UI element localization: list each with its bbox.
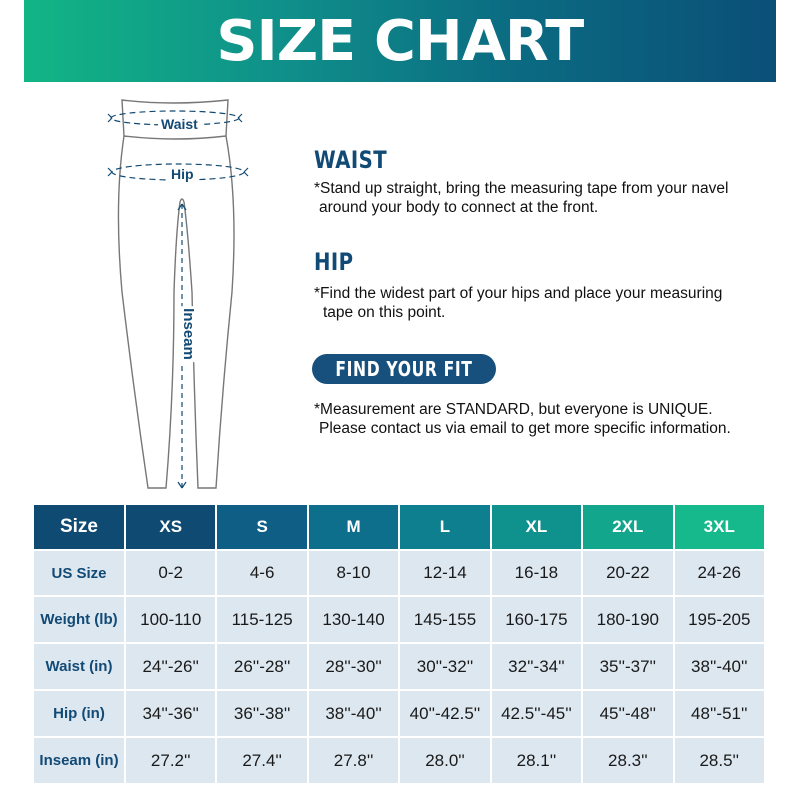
table-row-weight <box>34 597 764 642</box>
table-cell: 34''-36'' <box>126 691 215 736</box>
waist-measure-label: Waist <box>158 116 201 132</box>
hip-instructions <box>314 284 774 322</box>
table-row-us-size <box>34 551 764 595</box>
table-cell: 0-2 <box>126 551 215 595</box>
size-header-row <box>34 505 764 549</box>
table-cell: 28.3'' <box>583 738 672 783</box>
table-cell: 145-155 <box>400 597 489 642</box>
waist-instructions-line2: around your body to connect at the front. <box>319 199 599 216</box>
leggings-figure <box>100 92 270 492</box>
table-cell: 28.0'' <box>400 738 489 783</box>
row-label: Hip (in) <box>34 691 124 736</box>
hip-measure-label: Hip <box>168 166 197 182</box>
hip-heading: HIP <box>314 248 354 276</box>
leggings-outline <box>100 92 270 492</box>
table-row-waist <box>34 644 764 689</box>
table-cell: 27.8'' <box>309 738 398 783</box>
table-cell: 36''-38'' <box>217 691 306 736</box>
table-cell: 115-125 <box>217 597 306 642</box>
row-label: Inseam (in) <box>34 738 124 783</box>
hip-instructions-line2: tape on this point. <box>323 304 446 321</box>
table-cell: 24''-26'' <box>126 644 215 689</box>
table-cell: 16-18 <box>492 551 581 595</box>
row-label: US Size <box>34 551 124 595</box>
size-table <box>32 503 766 785</box>
fit-note <box>314 400 774 438</box>
size-header-m: M <box>309 505 398 549</box>
table-cell: 180-190 <box>583 597 672 642</box>
table-cell: 42.5''-45'' <box>492 691 581 736</box>
table-cell: 160-175 <box>492 597 581 642</box>
title-banner <box>24 0 776 82</box>
table-cell: 35''-37'' <box>583 644 672 689</box>
table-cell: 45''-48'' <box>583 691 672 736</box>
table-cell: 130-140 <box>309 597 398 642</box>
waist-instructions-line1: *Stand up straight, bring the measuring tape from your navel <box>314 180 729 197</box>
table-cell: 27.2'' <box>126 738 215 783</box>
size-header-3xl: 3XL <box>675 505 764 549</box>
find-your-fit-label: FIND YOUR FIT <box>335 357 473 381</box>
table-cell: 40''-42.5'' <box>400 691 489 736</box>
table-cell: 28.5'' <box>675 738 764 783</box>
table-cell: 38''-40'' <box>675 644 764 689</box>
size-header-l: L <box>400 505 489 549</box>
table-cell: 195-205 <box>675 597 764 642</box>
size-header-xs: XS <box>126 505 215 549</box>
row-label: Weight (lb) <box>34 597 124 642</box>
table-cell: 30''-32'' <box>400 644 489 689</box>
table-cell: 24-26 <box>675 551 764 595</box>
table-cell: 100-110 <box>126 597 215 642</box>
waist-heading: WAIST <box>314 146 388 174</box>
table-cell: 32''-34'' <box>492 644 581 689</box>
inseam-measure-label: Inseam <box>179 308 197 360</box>
table-cell: 28.1'' <box>492 738 581 783</box>
waist-instructions <box>314 179 774 217</box>
table-cell: 20-22 <box>583 551 672 595</box>
table-cell: 27.4'' <box>217 738 306 783</box>
size-column-header: Size <box>34 505 124 549</box>
find-your-fit-badge <box>312 354 496 384</box>
fit-note-line1: *Measurement are STANDARD, but everyone is UNIQUE. <box>314 401 713 418</box>
hip-instructions-line1: *Find the widest part of your hips and place your measuring <box>314 285 723 302</box>
table-cell: 26''-28'' <box>217 644 306 689</box>
table-cell: 8-10 <box>309 551 398 595</box>
fit-note-line2: Please contact us via email to get more specific information. <box>319 420 731 437</box>
table-row-hip <box>34 691 764 736</box>
table-cell: 38''-40'' <box>309 691 398 736</box>
table-row-inseam <box>34 738 764 783</box>
table-cell: 4-6 <box>217 551 306 595</box>
size-header-s: S <box>217 505 306 549</box>
table-cell: 48''-51'' <box>675 691 764 736</box>
table-cell: 12-14 <box>400 551 489 595</box>
page-title: SIZE CHART <box>216 8 584 74</box>
row-label: Waist (in) <box>34 644 124 689</box>
size-header-2xl: 2XL <box>583 505 672 549</box>
table-cell: 28''-30'' <box>309 644 398 689</box>
size-header-xl: XL <box>492 505 581 549</box>
